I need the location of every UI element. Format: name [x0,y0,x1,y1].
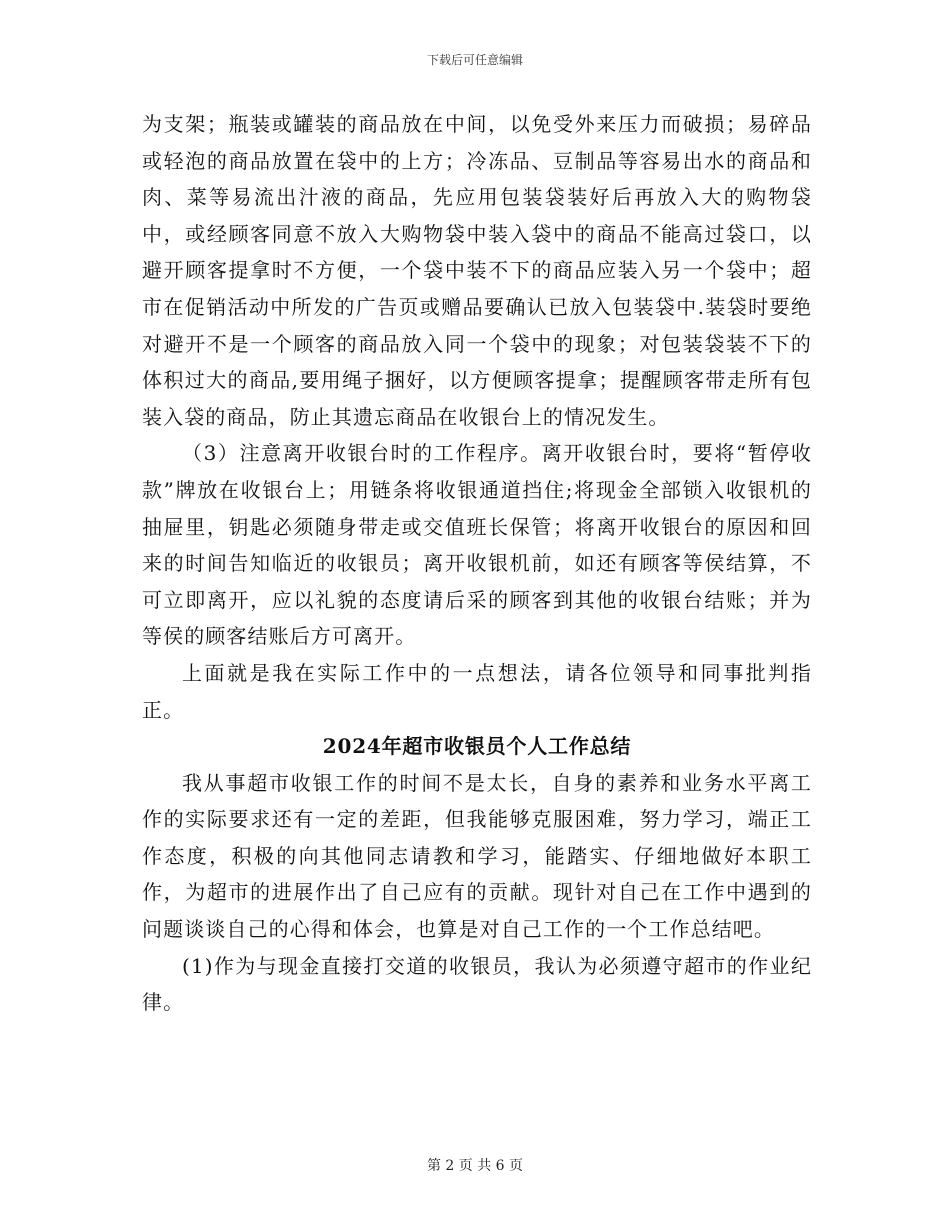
paragraph-summary-intro: 我从事超市收银工作的时间不是太长，自身的素养和业务水平离工作的实际要求还有一定的差距，但我能够克服困难，努力学习，端正工作态度，积极的向其他同志请教和学习，能踏实、仔细地做好本职工作，为超市的进展作出了自己应有的贡献。现针对自己在工作中遇到的问题谈谈自己的心得和体会，也算是对自己工作的一个工作总结吧。 [142,770,812,942]
page-number: 第 2 页 共 6 页 [426,1158,524,1174]
page-header-note: 下载后可任意编辑 [426,53,523,67]
paragraph-leaving-procedure: （3）注意离开收银台时的工作程序。离开收银台时，要将“暂停收款”牌放在收银台上；用链条将收银通道挡住;将现金全部锁入收银机的抽屉里，钥匙必须随身带走或交值班长保管；将离开收银台的原因和回来的时间告知临近的收银员；离开收银机前，如还有顾客等侯结算，不可立即离开，应以礼貌的态度请后采的顾客到其他的收银台结账；并为等侯的顾客结账后方可离开。 [142,441,812,649]
paragraph-packing-rules: 为支架；瓶装或罐装的商品放在中间，以免受外来压力而破损；易碎品或轻泡的商品放置在袋中的上方；冷冻品、豆制品等容易出水的商品和肉、菜等易流出汁液的商品，先应用包装袋装好后再放入大的购物袋中，或经顾客同意不放入大购物袋中装入袋中的商品不能高过袋口，以避开顾客提拿时不方便，一个袋中装不下的商品应装入另一个袋中；超市在促销活动中所发的广告页或赠品要确认已放入包装袋中.装袋时要绝对避开不是一个顾客的商品放入同一个袋中的现象；对包装袋装不下的体积过大的商品,要用绳子捆好，以方便顾客提拿；提醒顾客带走所有包装入袋的商品，防止其遗忘商品在收银台上的情况发生。 [142,112,812,429]
document-body [142,106,812,1021]
section-title: 2024年超市收银员个人工作总结 [322,734,632,759]
paragraph-closing-remark: 上面就是我在实际工作中的一点想法，请各位领导和同事批判指正。 [142,660,812,722]
paragraph-discipline: (1)作为与现金直接打交道的收银员，我认为必须遵守超市的作业纪律。 [142,953,812,1015]
